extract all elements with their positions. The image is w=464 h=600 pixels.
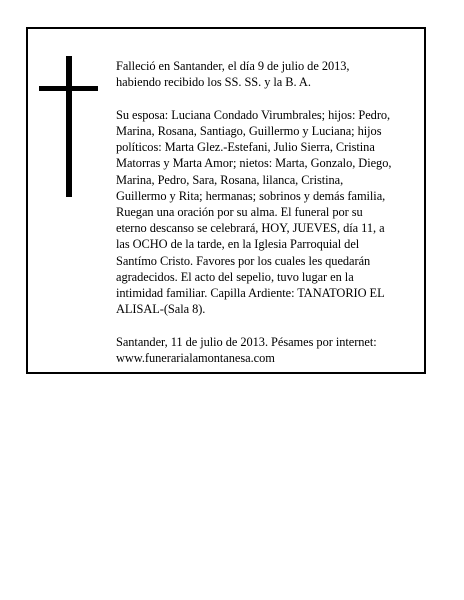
family-and-funeral-details: Su esposa: Luciana Condado Virumbrales; hijos: Pedro, Marina, Rosana, Santiago, Guillermo y Luciana; hijos políticos: Marta Glez.-Estefani, Julio Sierra, Cristina Matorras y Marta Amor; nietos: Marta, Gonzalo, Diego, Marina, Pedro, Sara, Rosana, lilanca, Cristina, Guillermo y Rita; hermanas; sobrinos y demás familia, Ruegan una oración por su alma. El funeral por su eterno descanso se celebrará, HOY, JUEVES, día 11, a las OCHO de la tarde, en la Iglesia Parroquial del Santímo Cristo. Favores por los cuales les quedarán agradecidos. El acto del sepelio, tuvo lugar en la intimidad familiar. Capilla Ardiente: TANATORIO EL ALISAL-(Sala 8). <box>116 107 392 317</box>
cross-icon <box>66 56 72 197</box>
cross-icon-arm <box>39 86 98 91</box>
notice-body <box>116 42 420 382</box>
death-announcement: Falleció en Santander, el día 9 de julio de 2013, habiendo recibido los SS. SS. y la B. A. <box>116 59 350 90</box>
obituary-notice <box>26 27 426 374</box>
closing-and-contact: Santander, 11 de julio de 2013. Pésames por internet: www.funerarialamontanesa.com <box>116 334 377 365</box>
